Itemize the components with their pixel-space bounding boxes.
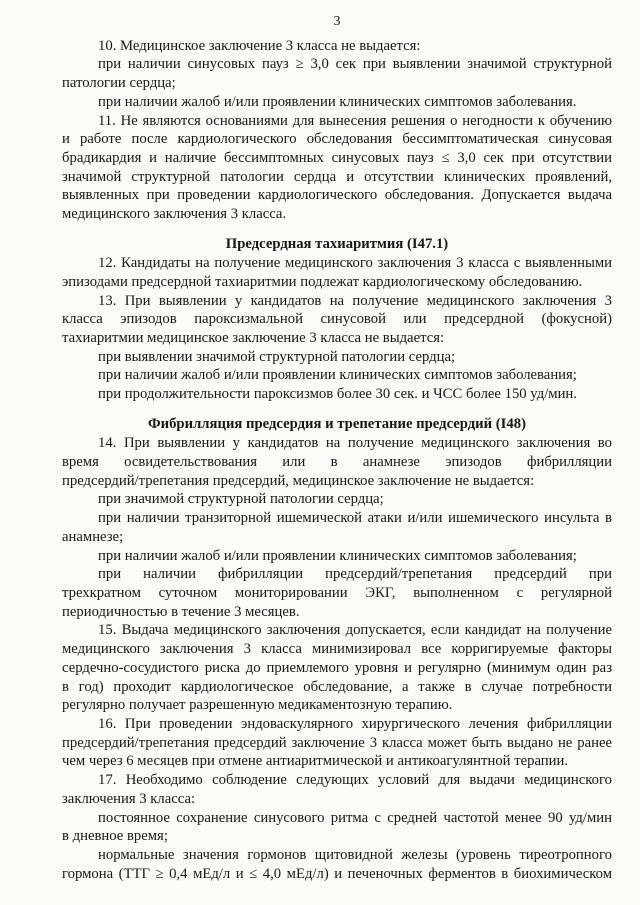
text-line: при наличии синусовых пауз ≥ 3,0 сек при выявлении значимой структурной	[98, 56, 612, 73]
text-line: медицинского заключения 3 класса минимизировал все корригируемые факторы	[62, 641, 612, 658]
text-line: эпизодами предсердной тахиаритмии подлежат кардиологическому обследованию.	[62, 273, 583, 290]
text-line: при значимой структурной патологии сердца;	[98, 491, 384, 508]
text-line: 12. Кандидаты на получение медицинского заключения 3 класса с выявленными	[98, 255, 612, 272]
paragraph-subitem	[62, 385, 612, 404]
text-line: в дневное время;	[62, 828, 168, 845]
document-body	[62, 37, 612, 884]
paragraph-subitem	[62, 809, 612, 846]
paragraph-item-13	[62, 292, 612, 348]
text-line: медицинского заключения 3 класса.	[62, 206, 287, 223]
text-line: патологии сердца;	[62, 75, 176, 92]
text-line: при наличии фибрилляции предсердий/трепетания предсердий при	[98, 566, 612, 583]
paragraph-subitem	[62, 565, 612, 621]
text-line: время освидетельствования или в анамнезе эпизодов фибрилляции	[62, 453, 612, 470]
paragraph-item-10	[62, 37, 612, 56]
text-line: чем через 6 месяцев при отмене антиаритмической и антикоагулянтной терапии.	[62, 753, 569, 770]
text-line: в год) проходит кардиологическое обследование, а также в случае потребности	[62, 678, 612, 695]
paragraph-item-12	[62, 254, 612, 291]
paragraph-item-16	[62, 715, 612, 771]
paragraph-subitem	[62, 509, 612, 546]
text-line: 10. Медицинское заключение 3 класса не выдается:	[98, 37, 421, 54]
text-line: анамнезе;	[62, 528, 124, 545]
text-line: при наличии жалоб и/или проявлении клинических симптомов заболевания;	[98, 547, 577, 564]
text-line: 13. При выявлении у кандидатов на получение медицинского заключения 3	[98, 292, 612, 309]
text-line: предсердий/трепетания предсердий, медицинское заключение не выдается:	[62, 472, 535, 489]
paragraph-item-17	[62, 771, 612, 808]
text-line: нормальные значения гормонов щитовидной железы (уровень тиреотропного	[98, 847, 612, 863]
text-line: при наличии жалоб и/или проявлении клинических симптомов заболевания.	[98, 93, 577, 110]
paragraph-subitem	[62, 846, 612, 883]
text-line: при выявлении значимой структурной патологии сердца;	[98, 348, 456, 365]
text-line: гормона (ТТГ ≥ 0,4 мЕд/л и ≤ 4,0 мЕд/л) и печеночных ферментов в биохимическом	[62, 865, 612, 882]
text-line: предсердий/трепетания предсердий заключение 3 класса может быть выдано не ранее	[62, 734, 612, 751]
paragraph-item-14	[62, 434, 612, 490]
section-heading: Фибрилляция предсердия и трепетание предсердий (I48)	[148, 416, 526, 433]
text-line: выявленных при проведении кардиологического обследования. Допускается выдача	[62, 187, 612, 204]
text-line: 17. Необходимо соблюдение следующих условий для выдачи медицинского	[98, 772, 612, 789]
text-line: при продолжительности пароксизмов более 30 сек. и ЧСС более 150 уд/мин.	[98, 386, 577, 403]
text-line: 15. Выдача медицинского заключения допускается, если кандидат на получение	[98, 622, 612, 639]
paragraph-subitem	[62, 366, 612, 385]
text-line: тахиаритмии медицинское заключение 3 класса не выдается:	[62, 330, 445, 346]
paragraph-subitem	[62, 93, 612, 112]
text-line: 16. При проведении эндоваскулярного хирургического лечения фибрилляции	[98, 715, 612, 732]
text-line: периодичностью в течение 3 месяцев.	[62, 603, 300, 620]
text-line: регулярно получает разрешенную медикаментозную терапию.	[62, 697, 453, 714]
text-line: 11. Не являются основаниями для вынесения решения о негодности к обучению	[98, 112, 612, 129]
paragraph-subitem	[62, 55, 612, 92]
text-line: при наличии жалоб и/или проявлении клинических симптомов заболевания;	[98, 367, 577, 384]
paragraph-subitem	[62, 490, 612, 509]
text-line: при наличии транзиторной ишемической атаки и/или ишемического инсульта в	[98, 510, 612, 527]
text-line: трехкратном суточном мониторировании ЭКГ, выполненном с регулярной	[62, 584, 612, 601]
text-line: 14. При выявлении у кандидатов на получение медицинского заключения во	[98, 435, 612, 452]
text-line: и работе после кардиологического обследования бессимптоматическая синусовая	[62, 131, 612, 148]
text-line: заключения 3 класса:	[62, 790, 196, 807]
text-line: брадикардия и наличие бессимптомных синусовых пауз ≤ 3,0 сек при отсутствии	[62, 149, 612, 166]
text-line: сердечно-сосудистого риска до приемлемого уровня и регулярно (минимум один раз	[62, 659, 612, 676]
paragraph-subitem	[62, 547, 612, 566]
text-line: значимой структурной патологии сердца и отсутствии клинических проявлений,	[62, 168, 612, 185]
paragraph-item-11	[62, 112, 612, 224]
text-line: класса эпизодов пароксизмальной синусовой или предсердной (фокусной)	[62, 311, 612, 328]
text-line: постоянное сохранение синусового ритма с средней частотой менее 90 уд/мин	[98, 809, 612, 826]
paragraph-item-15	[62, 621, 612, 715]
paragraph-subitem	[62, 348, 612, 367]
section-heading: Предсердная тахиаритмия (I47.1)	[225, 236, 449, 253]
page-number: 3	[333, 14, 341, 29]
